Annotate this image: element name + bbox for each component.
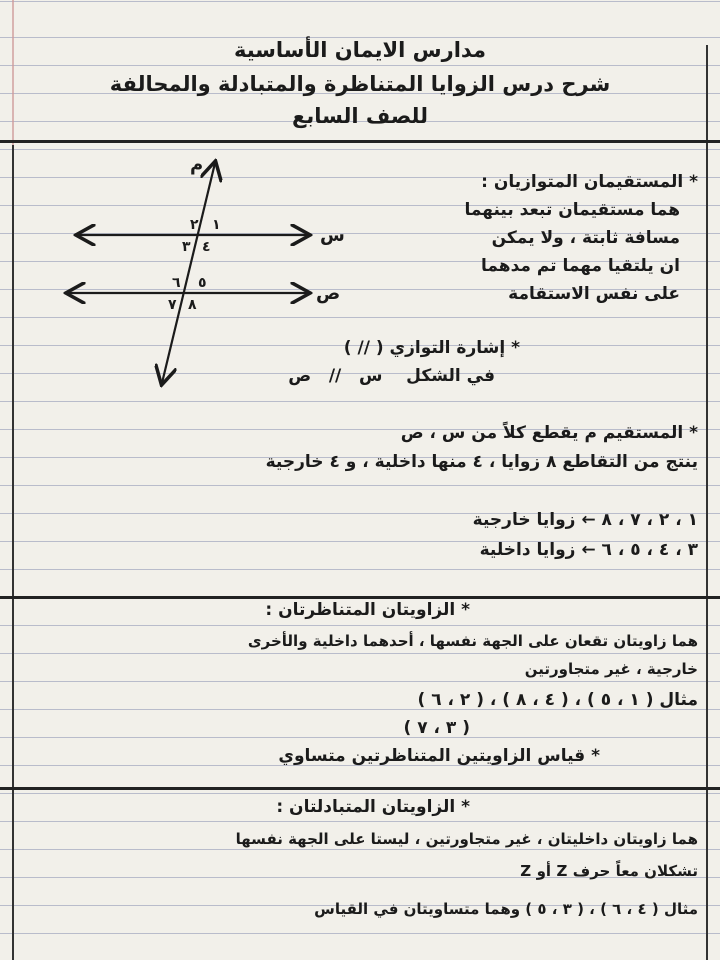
example-line-b: ص xyxy=(288,366,312,386)
alternate-example: مثال ( ٤ ، ٦ ) ، ( ٣ ، ٥ ) وهما متساويتان في القياس xyxy=(314,900,698,918)
section-divider xyxy=(0,787,720,790)
alternate-definition: تشكلان معاً حرف Z أو Z xyxy=(520,862,698,880)
parallel-definition-line: ان يلتقيا مهما تم مدهما xyxy=(481,256,680,276)
corresponding-example: ( ٣ ، ٧ ) xyxy=(403,718,470,738)
parallel-definition-line: هما مستقيمان تبعد بينهما xyxy=(464,200,680,220)
angle-label: ٥ xyxy=(198,275,207,291)
alternate-definition: هما زاويتان داخليتان ، غير متجاورتين ، ليستا على الجهة نفسها xyxy=(235,830,698,848)
exterior-angles: ١ ، ٢ ، ٧ ، ٨ ← زوايا خارجية xyxy=(472,510,698,530)
line1-label: س xyxy=(320,225,345,246)
example-prefix: في الشكل xyxy=(406,366,495,386)
parallel-heading: * المستقيمان المتوازيان : xyxy=(481,172,698,192)
angle-label: ٧ xyxy=(168,297,177,313)
lesson-title: شرح درس الزوايا المتناظرة والمتبادلة والمحالفة xyxy=(109,72,611,96)
angle-label: ٣ xyxy=(182,239,191,255)
angle-label: ٢ xyxy=(190,217,199,233)
corresponding-definition: خارجية ، غير متجاورتين xyxy=(524,660,698,678)
line2-label: ص xyxy=(316,283,341,304)
alternate-heading: * الزاويتان المتبادلتان : xyxy=(276,797,470,817)
transversal-statement: * المستقيم م يقطع كلاً من س ، ص xyxy=(400,423,698,443)
left-frame-line xyxy=(12,145,14,960)
corresponding-definition: هما زاويتان تقعان على الجهة نفسها ، أحدهما داخلية والأخرى xyxy=(247,632,698,650)
example-line-a: س xyxy=(359,366,383,386)
corresponding-rule: * قياس الزاويتين المتناظرتين متساوي xyxy=(278,746,600,766)
corresponding-heading: * الزاويتان المتناظرتان : xyxy=(265,600,470,620)
school-name: مدارس الايمان الأساسية xyxy=(233,38,487,62)
example-parallel-symbol: // xyxy=(328,366,342,386)
section-divider xyxy=(0,140,720,143)
line-m-transversal xyxy=(162,163,215,383)
right-frame-line xyxy=(706,45,708,960)
angle-label: ٤ xyxy=(202,239,211,255)
corresponding-example: مثال ( ١ ، ٥ ) ، ( ٤ ، ٨ ) ، ( ٢ ، ٦ ) xyxy=(417,690,698,710)
grade-label: للصف السابع xyxy=(291,104,429,128)
parallel-sign-heading: * إشارة التوازي ( // ) xyxy=(343,338,520,358)
angle-label: ١ xyxy=(212,217,221,233)
parallel-definition-line: مسافة ثابتة ، ولا يمكن xyxy=(491,228,680,248)
angle-label: ٨ xyxy=(188,297,197,313)
angle-label: ٦ xyxy=(172,275,181,291)
transversal-result: ينتج من التقاطع ٨ زوايا ، ٤ منها داخلية ، و ٤ خارجية xyxy=(265,452,698,472)
parallel-sign-example xyxy=(288,366,495,386)
parallel-lines-figure xyxy=(50,145,345,395)
interior-angles: ٣ ، ٤ ، ٥ ، ٦ ← زوايا داخلية xyxy=(479,540,698,560)
section-divider xyxy=(0,596,720,599)
parallel-definition-line: على نفس الاستقامة xyxy=(508,284,680,304)
transversal-label: م xyxy=(190,154,204,175)
